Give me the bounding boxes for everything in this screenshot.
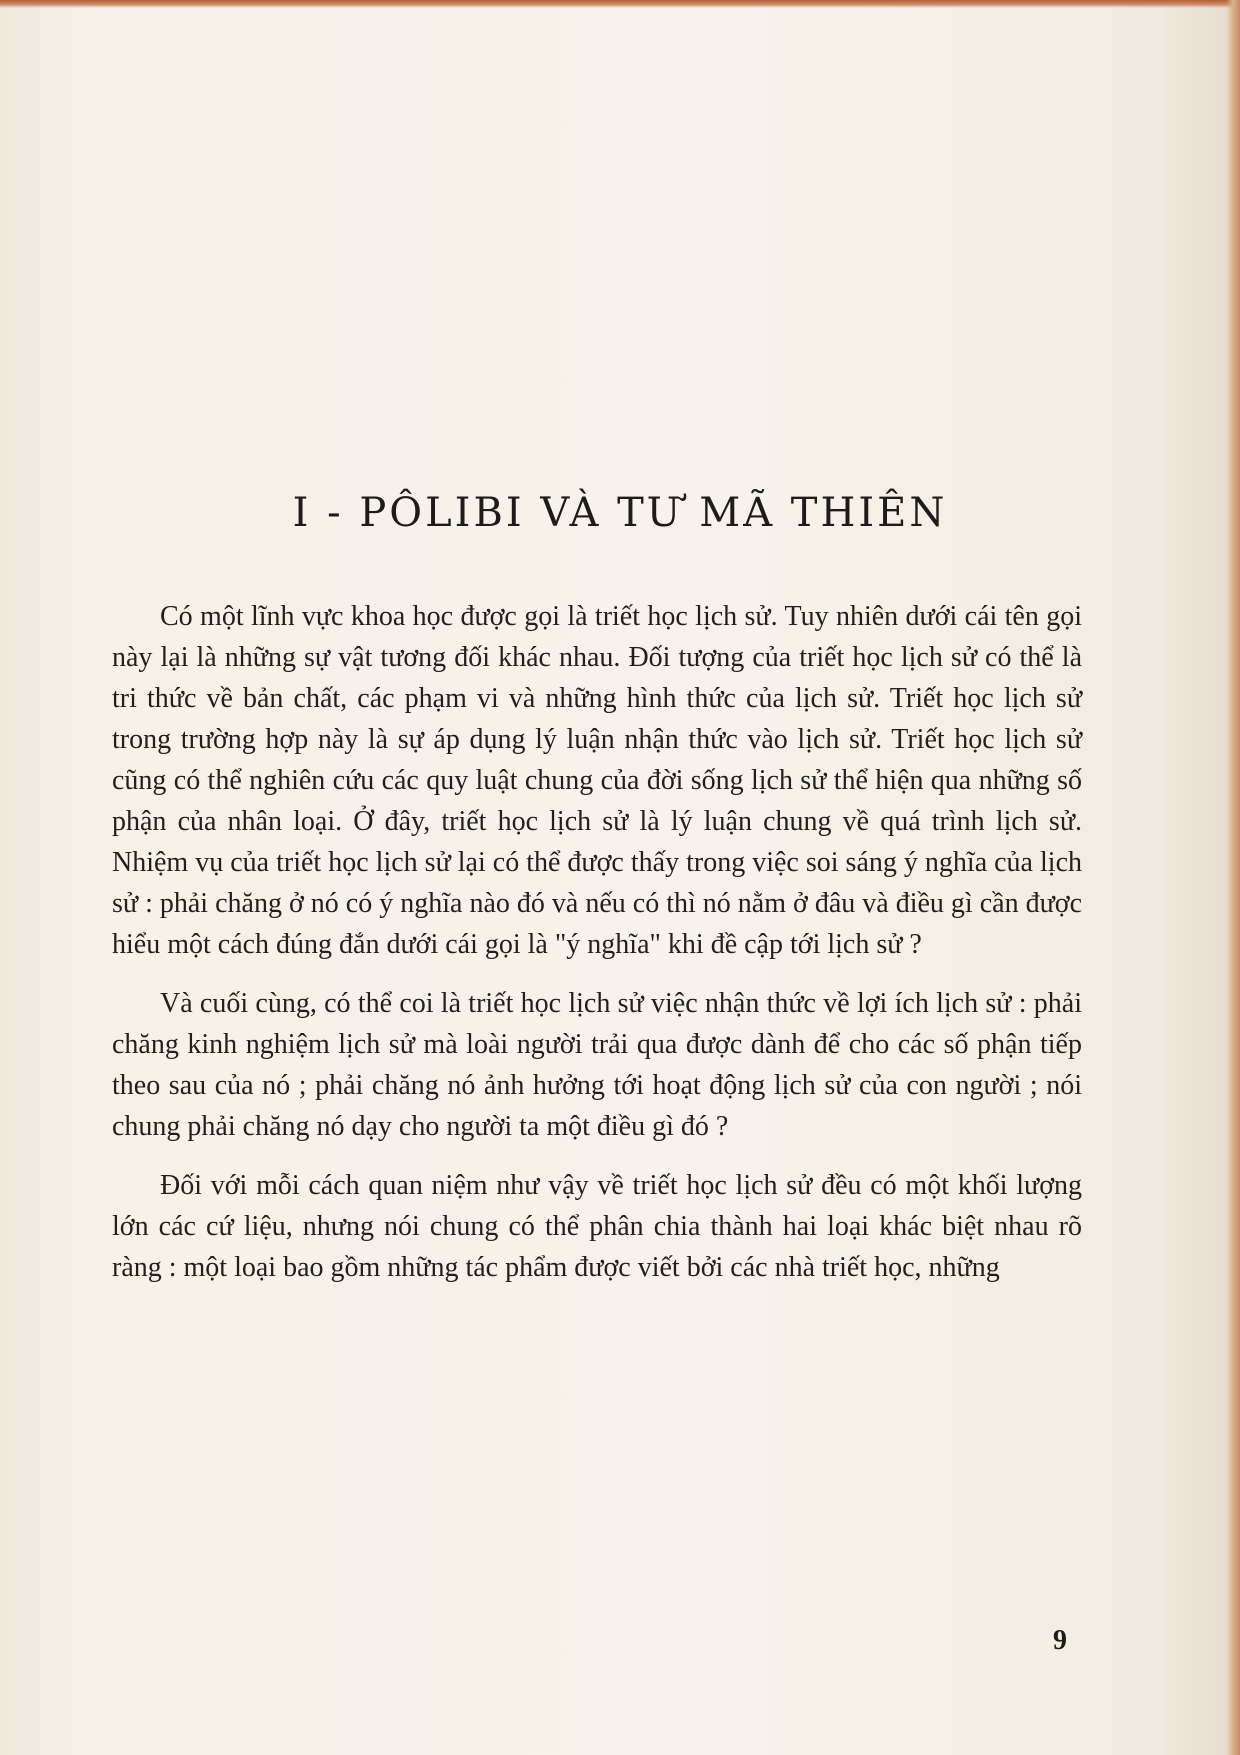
page-right-edge	[1226, 0, 1240, 1755]
body-text	[112, 596, 1082, 1306]
chapter-title: I - PÔLIBI VÀ TƯ MÃ THIÊN	[292, 490, 948, 536]
paragraph: Đối với mỗi cách quan niệm như vậy về triết học lịch sử đều có một khối lượng lớn các cứ liệu, nhưng nói chung có thể phân chia thành hai loại khác biệt nhau rõ ràng : một loại bao gồm những tác phẩm được viết bởi các nhà triết học, những	[112, 1170, 1082, 1283]
page-top-edge	[0, 0, 1240, 8]
paragraph: Và cuối cùng, có thể coi là triết học lịch sử việc nhận thức về lợi ích lịch sử : phải chăng kinh nghiệm lịch sử mà loài người trải qua được dành để cho các số phận tiếp theo sau của nó ; phải chăng nó ảnh hưởng tới hoạt động lịch sử của con người ; nói chung phải chăng nó dạy cho người ta một điều gì đó ?	[112, 988, 1082, 1142]
paragraph: Có một lĩnh vực khoa học được gọi là triết học lịch sử. Tuy nhiên dưới cái tên gọi này lại là những sự vật tương đối khác nhau. Đối tượng của triết học lịch sử có thể là tri thức về bản chất, các phạm vi và những hình thức của lịch sử. Triết học lịch sử trong trường hợp này là sự áp dụng lý luận nhận thức vào lịch sử. Triết học lịch sử cũng có thể nghiên cứu các quy luật chung của đời sống lịch sử thể hiện qua những số phận của nhân loại. Ở đây, triết học lịch sử là lý luận chung về quá trình lịch sử. Nhiệm vụ của triết học lịch sử lại có thể được thấy trong việc soi sáng ý nghĩa của lịch sử : phải chăng ở nó có ý nghĩa nào đó và nếu có thì nó nằm ở đâu và điều gì cần được hiểu một cách đúng đắn dưới cái gọi là "ý nghĩa" khi đề cập tới lịch sử ?	[112, 601, 1082, 960]
page-number: 9	[1053, 1625, 1067, 1656]
